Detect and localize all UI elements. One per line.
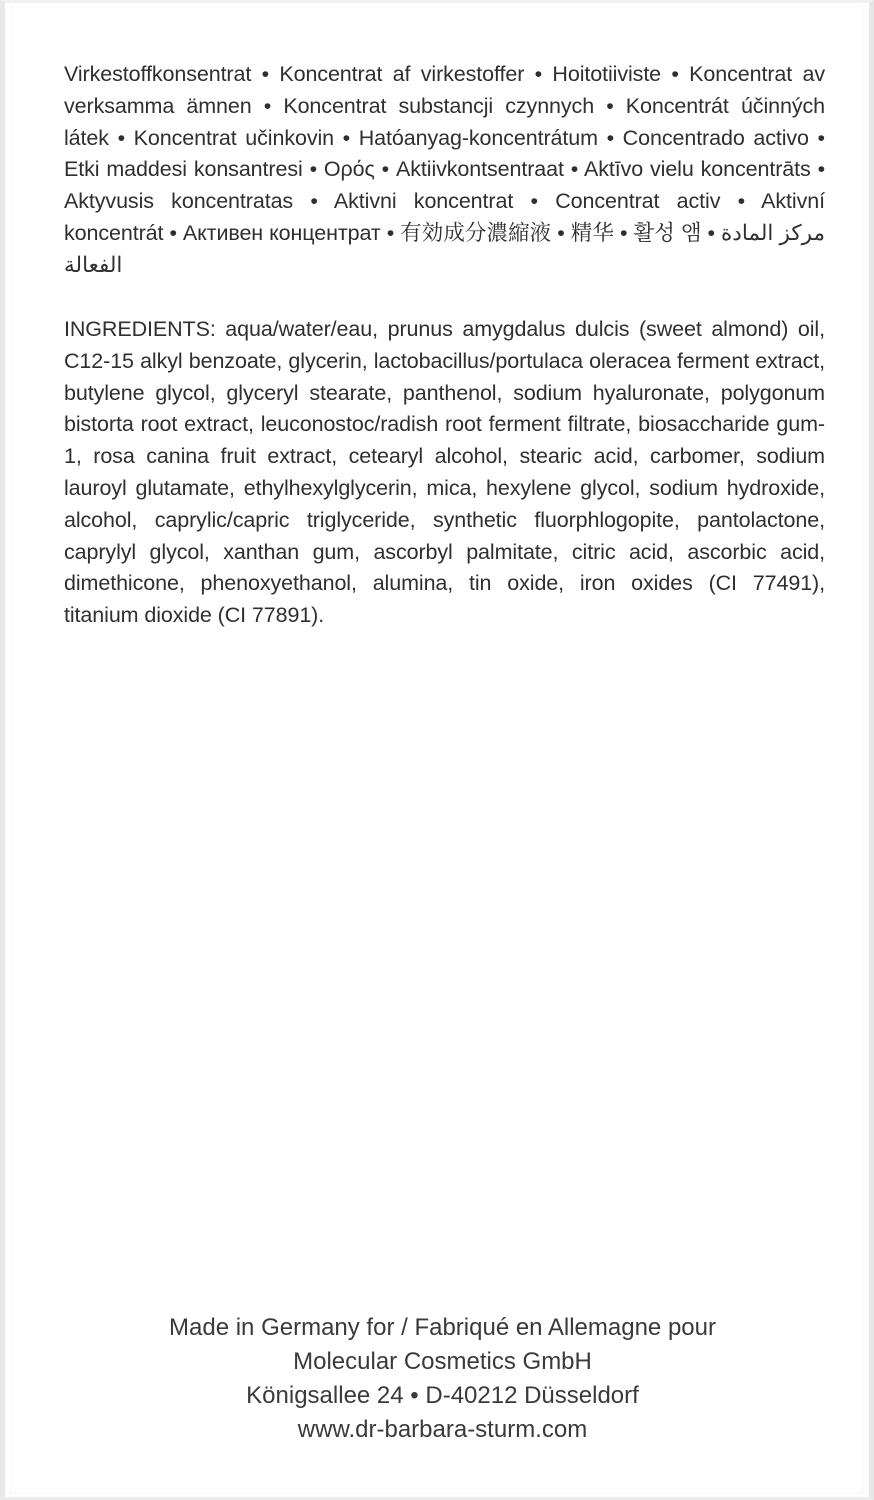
company-address: Königsallee 24 • D-40212 Düsseldorf xyxy=(246,1382,639,1409)
made-in-line: Made in Germany for / Fabriqué en Allemagne pour xyxy=(169,1314,716,1341)
concentrate-translations: Virkestoffkonsentrat • Koncentrat af virkestoffer • Hoitotiiviste • Koncentrat av verksamma ämnen • Koncentrat substancji czynnych • Koncentrát účinných látek • Koncentrat učinkovin • Hatóanyag-koncentrátum • Concentrado activo • Etki maddesi konsantresi • Ορός • Aktiivkontsentraat • Aktīvo vielu koncentrāts • Aktyvusis koncentratas • Aktivni koncentrat • Concentrat activ • Aktivní koncentrát • Активен концентрат • 有効成分濃縮液 • 精华 • 활성 앰 • مركز المادة الفعالة xyxy=(64,62,826,277)
manufacturer-info xyxy=(65,1311,820,1447)
ingredients-list: INGREDIENTS: aqua/water/eau, prunus amygdalus dulcis (sweet almond) oil, C12-15 alkyl benzoate, glycerin, lactobacillus/portulaca oleracea ferment extract, butylene glycol, glyceryl stearate, panthenol, sodium hyaluronate, polygonum bistorta root extract, leuconostoc/radish root ferment filtrate, biosaccharide gum-1, rosa canina fruit extract, cetearyl alcohol, stearic acid, carbomer, sodium lauroyl glutamate, ethylhexylglycerin, mica, hexylene glycol, sodium hydroxide, alcohol, caprylic/capric triglyceride, synthetic fluorphlogopite, pantolactone, caprylyl glycol, xanthan gum, ascorbyl palmitate, citric acid, ascorbic acid, dimethicone, phenoxyethanol, alumina, tin oxide, iron oxides (CI 77491), titanium dioxide (CI 77891). xyxy=(64,317,825,628)
company-name: Molecular Cosmetics GmbH xyxy=(293,1348,592,1375)
website-url: www.dr-barbara-sturm.com xyxy=(297,1416,588,1443)
